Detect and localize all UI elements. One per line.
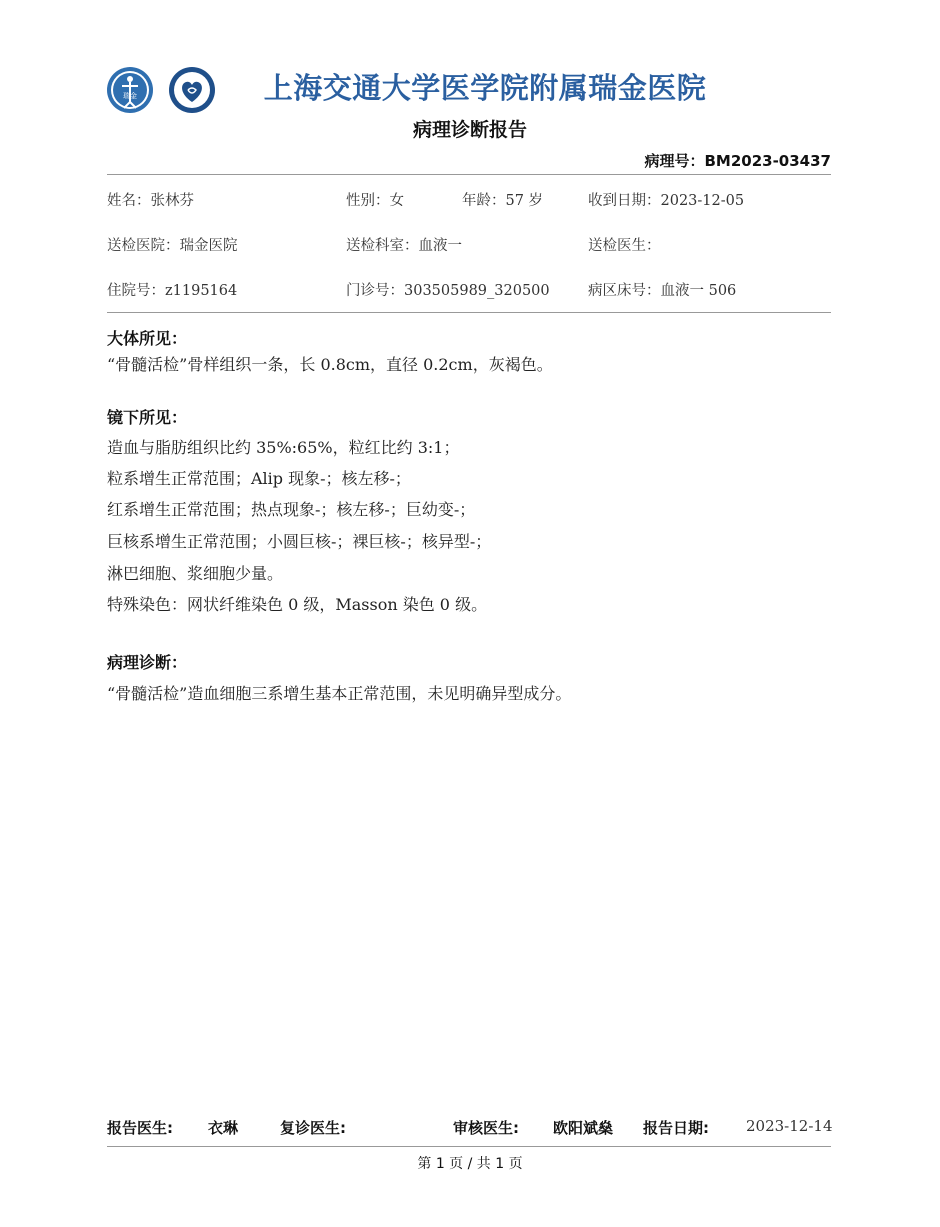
report-doctor-name: 衣琳 (208, 1119, 239, 1137)
submitting-hospital: 送检医院：瑞金医院 (107, 238, 238, 254)
outpatient-number: 门诊号：303505989_320500 (346, 283, 550, 299)
patient-gender: 性别：女 (346, 193, 404, 209)
microscopic-line: 造血与脂肪组织比约 35%:65%，粒红比约 3:1； (107, 438, 460, 457)
footer-divider (107, 1146, 831, 1147)
microscopic-line: 巨核系增生正常范围；小圆巨核-；裸巨核-；核异型-； (107, 532, 492, 551)
report-date-label: 报告日期: (643, 1119, 709, 1137)
microscopic-line: 淋巴细胞、浆细胞少量。 (107, 564, 284, 583)
info-divider (107, 312, 831, 313)
report-doctor-label: 报告医生: (107, 1119, 173, 1137)
received-date: 收到日期：2023-12-05 (588, 193, 745, 209)
microscopic-line: 红系增生正常范围；热点现象-；核左移-；巨幼变-； (107, 500, 476, 519)
submitting-department: 送检科室：血液一 (346, 238, 462, 254)
audit-doctor-label: 审核医生: (453, 1119, 519, 1137)
microscopic-title: 镜下所见： (107, 408, 188, 427)
header-divider (107, 174, 831, 175)
hospital-emblem-logo (106, 66, 154, 114)
gross-title: 大体所见： (107, 329, 188, 348)
report-date-value: 2023-12-14 (746, 1117, 833, 1135)
patient-age: 年龄：57 岁 (462, 193, 544, 209)
microscopic-line: 粒系增生正常范围；Alip 现象-；核左移-； (107, 469, 411, 488)
diagnosis-title: 病理诊断： (107, 653, 188, 672)
pathology-number-value: BM2023-03437 (704, 152, 831, 170)
diagnosis-line: “骨髓活检”造血细胞三系增生基本正常范围，未见明确异型成分。 (107, 684, 572, 703)
microscopic-line: 特殊染色：网状纤维染色 0 级，Masson 染色 0 级。 (107, 595, 488, 614)
ward-bed: 病区床号：血液一 506 (588, 283, 737, 299)
page-number: 第 1 页 / 共 1 页 (417, 1156, 523, 1172)
hospital-name: 上海交通大学医学院附属瑞金医院 (263, 71, 707, 105)
svg-text:瑞金: 瑞金 (123, 92, 137, 100)
heart-emblem-logo (168, 66, 216, 114)
gross-line: “骨髓活检”骨样组织一条，长 0.8cm，直径 0.2cm，灰褐色。 (107, 355, 553, 374)
report-title: 病理诊断报告 (412, 119, 527, 141)
submitting-doctor: 送检医生： (588, 238, 661, 254)
inpatient-number: 住院号：z1195164 (107, 283, 238, 299)
pathology-number (644, 150, 831, 171)
patient-name: 姓名：张林芬 (107, 193, 194, 209)
pathology-number-label: 病理号： (644, 152, 705, 170)
review-doctor-label: 复诊医生: (280, 1119, 346, 1137)
audit-doctor-name: 欧阳斌燊 (553, 1119, 614, 1137)
